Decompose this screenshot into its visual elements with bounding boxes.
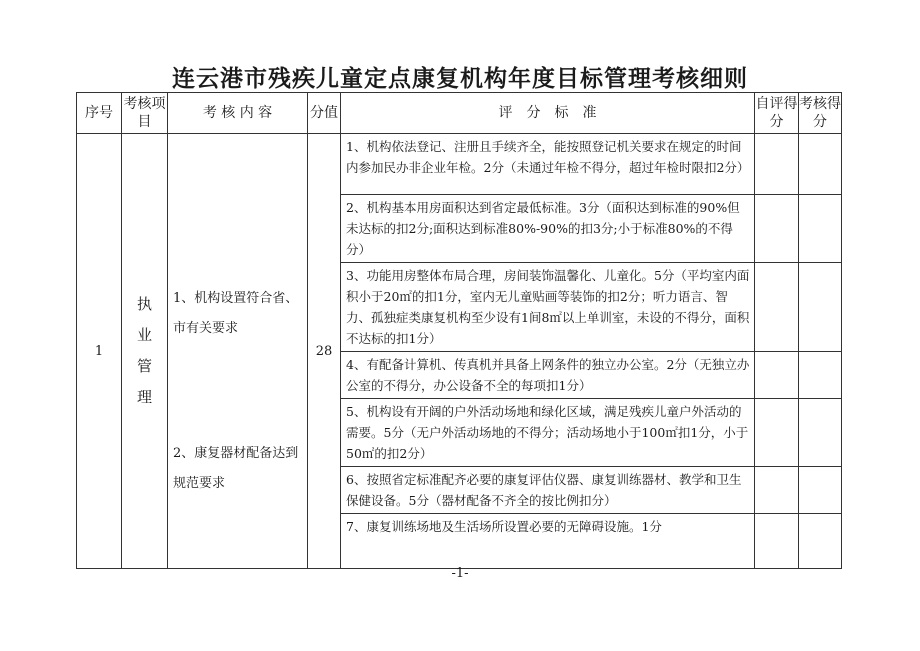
table-row [77,134,842,195]
review-score-cell[interactable] [799,514,842,569]
review-score-cell[interactable] [799,399,842,467]
criterion-7: 7、康复训练场地及生活场所设置必要的无障碍设施。1分 [341,514,755,569]
page-number: -1- [451,566,469,581]
item-char: 管 [136,357,152,375]
assessment-table [76,92,842,569]
review-score-cell[interactable] [799,195,842,263]
header-row [77,93,842,134]
header-content: 考 核 内 容 [168,93,308,134]
self-score-cell[interactable] [755,263,799,352]
content-item-2: 2、康复器材配备达到规范要求 [173,446,299,491]
review-score-cell[interactable] [799,134,842,195]
self-score-cell[interactable] [755,352,799,399]
criterion-2: 2、机构基本用房面积达到省定最低标准。3分（面积达到标准的90%但未达标的扣2分;面积达到标准80%-90%的扣3分;小于标准80%的不得分） [341,195,755,263]
document-title: 连云港市残疾儿童定点康复机构年度目标管理考核细则 [172,66,748,92]
header-score: 分值 [308,93,341,134]
self-score-cell[interactable] [755,195,799,263]
header-criteria: 评 分 标 准 [341,93,755,134]
item-char: 业 [136,326,152,344]
header-review-score: 考核得分 [799,93,842,134]
row-item [122,134,168,569]
self-score-cell[interactable] [755,134,799,195]
item-char: 理 [136,388,152,406]
row-score: 28 [308,134,341,569]
self-score-cell[interactable] [755,467,799,514]
review-score-cell[interactable] [799,263,842,352]
criterion-5: 5、机构设有开阔的户外活动场地和绿化区域，满足残疾儿童户外活动的需要。5分（无户外活动场地的不得分；活动场地小于100㎡扣1分，小于50㎡的扣2分） [341,399,755,467]
content-item-1: 1、机构设置符合省、市有关要求 [173,291,299,336]
header-item: 考核项目 [122,93,168,134]
criterion-3: 3、功能用房整体布局合理，房间装饰温馨化、儿童化。5分（平均室内面积小于20㎡的扣1分，室内无儿童贴画等装饰的扣2分；听力语言、智力、孤独症类康复机构至少设有1间8㎡以上单训室，未设的不得分，面积不达标的扣1分） [341,263,755,352]
self-score-cell[interactable] [755,514,799,569]
row-content [168,134,308,569]
self-score-cell[interactable] [755,399,799,467]
item-char: 执 [136,295,152,313]
criterion-6: 6、按照省定标准配齐必要的康复评估仪器、康复训练器材、教学和卫生保健设备。5分（器材配备不齐全的按比例扣分） [341,467,755,514]
criterion-4: 4、有配备计算机、传真机并具备上网条件的独立办公室。2分（无独立办公室的不得分，办公设备不全的每项扣1分） [341,352,755,399]
criterion-1: 1、机构依法登记、注册且手续齐全，能按照登记机关要求在规定的时间内参加民办非企业年检。2分（未通过年检不得分，超过年检时限扣2分） [341,134,755,195]
header-seq: 序号 [77,93,122,134]
review-score-cell[interactable] [799,352,842,399]
review-score-cell[interactable] [799,467,842,514]
header-self-score: 自评得分 [755,93,799,134]
row-seq: 1 [77,134,122,569]
